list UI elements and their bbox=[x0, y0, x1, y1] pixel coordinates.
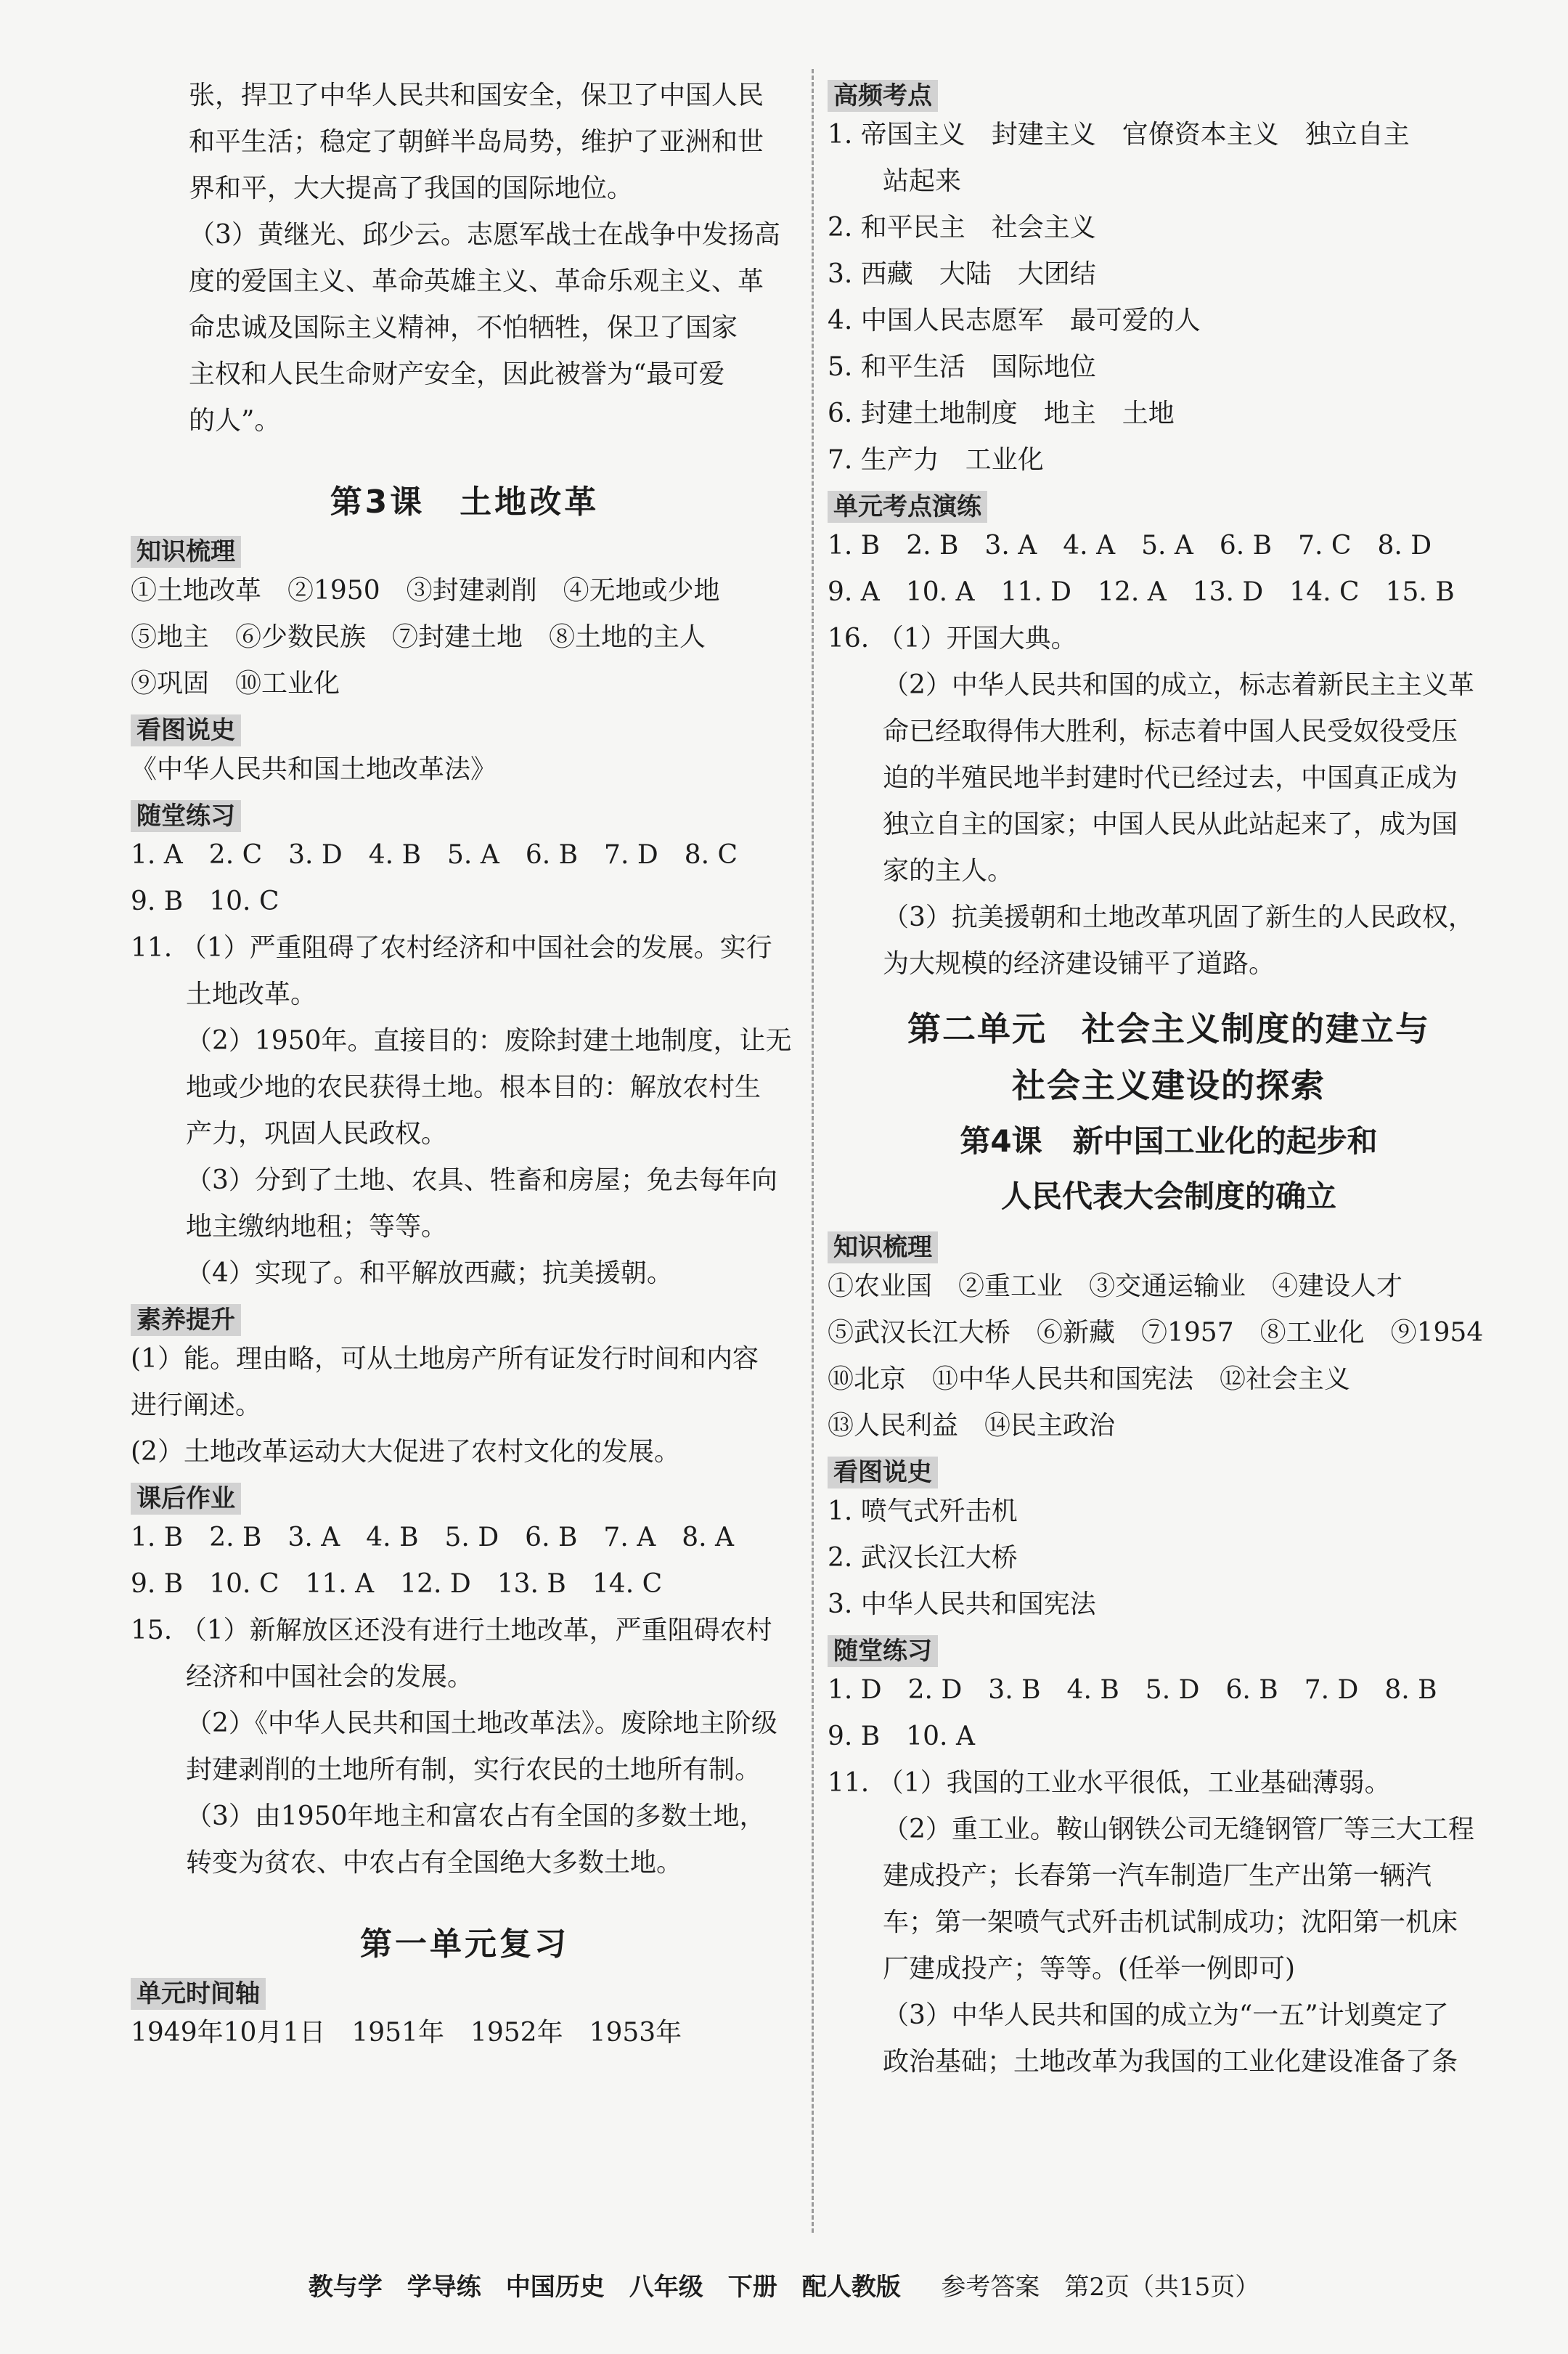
footer-page-number: 参考答案 第2页（共15页） bbox=[941, 2273, 1260, 2302]
text-line: 车；第一架喷气式歼击机试制成功；沈阳第一机床 bbox=[883, 1907, 1458, 1937]
text-line: 3. 中华人民共和国宪法 bbox=[828, 1589, 1096, 1619]
section-tag-suyang: 素养提升 bbox=[131, 1304, 241, 1336]
text-line: ⑬人民利益 ⑭民主政治 bbox=[828, 1411, 1116, 1441]
text-line: ⑩北京 ⑪中华人民共和国宪法 ⑫社会主义 bbox=[828, 1364, 1351, 1394]
text-line: 经济和中国社会的发展。 bbox=[186, 1662, 474, 1692]
text-line: 度的爱国主义、革命英雄主义、革命乐观主义、革 bbox=[189, 266, 764, 296]
section-tag-suitang: 随堂练习 bbox=[828, 1635, 938, 1667]
text-line: （2）1950年。直接目的：废除封建土地制度，让无 bbox=[186, 1026, 792, 1056]
section-tag-kantu: 看图说史 bbox=[828, 1457, 938, 1488]
right-column bbox=[828, 73, 1510, 2085]
answer-row: 1. A 2. C 3. D 4. B 5. A 6. B 7. D 8. C bbox=[131, 840, 738, 870]
answer-row: 9. B 10. C bbox=[131, 887, 279, 916]
text-line: 15. （1）新解放区还没有进行土地改革，严重阻碍农村 bbox=[131, 1616, 772, 1645]
text-line: 3. 西藏 大陆 大团结 bbox=[828, 259, 1096, 289]
lesson-3-title: 第3课 土地改革 bbox=[330, 484, 600, 521]
text-line: 主权和人民生命财产安全，因此被誉为“最可爱 bbox=[189, 359, 725, 389]
text-line: （3）抗美援朝和土地改革巩固了新生的人民政权， bbox=[883, 903, 1474, 932]
text-line: 迫的半殖民地半封建时代已经过去，中国真正成为 bbox=[883, 763, 1458, 793]
timeline-line: 1949年10月1日 1951年 1952年 1953年 bbox=[131, 2018, 682, 2048]
text-line: （4）实现了。和平解放西藏；抗美援朝。 bbox=[186, 1258, 673, 1288]
text-line: （2）中华人民共和国的成立，标志着新民主主义革 bbox=[883, 670, 1474, 700]
text-line: （3）黄继光、邱少云。志愿军战士在战争中发扬高 bbox=[189, 220, 780, 250]
answer-row: 1. D 2. D 3. B 4. B 5. D 6. B 7. D 8. B bbox=[828, 1675, 1437, 1705]
text-line: 16. （1）开国大典。 bbox=[828, 624, 1077, 653]
text-line: 4. 中国人民志愿军 最可爱的人 bbox=[828, 306, 1201, 335]
text-line: ①土地改革 ②1950 ③封建剥削 ④无地或少地 bbox=[131, 576, 720, 606]
section-tag-kehou: 课后作业 bbox=[131, 1483, 241, 1515]
text-line: 1. 喷气式歼击机 bbox=[828, 1496, 1018, 1526]
section-tag-shijian: 单元时间轴 bbox=[131, 1978, 266, 2010]
text-line: （2）《中华人民共和国土地改革法》。废除地主阶级 bbox=[186, 1709, 777, 1738]
section-tag-zhishi: 知识梳理 bbox=[131, 536, 241, 568]
text-line: 封建剥削的土地所有制，实行农民的土地所有制。 bbox=[186, 1755, 761, 1785]
section-tag-zhishi: 知识梳理 bbox=[828, 1231, 938, 1263]
text-line: 6. 封建土地制度 地主 土地 bbox=[828, 399, 1175, 428]
text-line: 7. 生产力 工业化 bbox=[828, 445, 1044, 475]
left-column bbox=[131, 73, 799, 2056]
answer-row: 9. B 10. C 11. A 12. D 13. B 14. C bbox=[131, 1569, 663, 1599]
text-line: 1. 帝国主义 封建主义 官僚资本主义 独立自主 bbox=[828, 120, 1410, 150]
text-line: 《中华人民共和国土地改革法》 bbox=[131, 754, 497, 784]
text-line: 命忠诚及国际主义精神，不怕牺牲，保卫了国家 bbox=[189, 313, 738, 343]
text-line: 和平生活；稳定了朝鲜半岛局势，维护了亚洲和世 bbox=[189, 127, 764, 157]
text-line: 站起来 bbox=[883, 166, 962, 196]
text-line: 的人”。 bbox=[189, 406, 281, 436]
section-tag-kantu: 看图说史 bbox=[131, 714, 241, 746]
text-line: (2）土地改革运动大大促进了农村文化的发展。 bbox=[131, 1437, 680, 1467]
text-line: （2）重工业。鞍山钢铁公司无缝钢管厂等三大工程 bbox=[883, 1815, 1474, 1844]
answer-row: 1. B 2. B 3. A 4. B 5. D 6. B 7. A 8. A bbox=[131, 1523, 735, 1552]
text-line: 命已经取得伟大胜利，标志着中国人民受奴役受压 bbox=[883, 717, 1458, 746]
text-line: 进行阐述。 bbox=[131, 1390, 262, 1420]
section-tag-suitang: 随堂练习 bbox=[131, 800, 241, 832]
text-line: 2. 武汉长江大桥 bbox=[828, 1543, 1018, 1573]
unit-2-title: 第二单元 社会主义制度的建立与 bbox=[907, 1009, 1430, 1048]
text-line: （3）由1950年地主和富农占有全国的多数土地， bbox=[186, 1801, 766, 1831]
text-line: 建成投产；长春第一汽车制造厂生产出第一辆汽 bbox=[883, 1861, 1432, 1891]
lesson-4-title: 第4课 新中国工业化的起步和 bbox=[960, 1123, 1378, 1159]
answer-row: 9. A 10. A 11. D 12. A 13. D 14. C 15. B bbox=[828, 577, 1455, 607]
text-line: 地主缴纳地租；等等。 bbox=[186, 1212, 448, 1242]
footer-series: 教与学 学导练 中国历史 八年级 下册 配人教版 bbox=[308, 2273, 901, 2302]
text-line: 独立自主的国家；中国人民从此站起来了，成为国 bbox=[883, 810, 1458, 839]
answer-row: 9. B 10. A bbox=[828, 1722, 975, 1751]
column-divider bbox=[812, 69, 814, 2233]
text-line: 5. 和平生活 国际地位 bbox=[828, 352, 1096, 382]
text-line: 11. （1）严重阻碍了农村经济和中国社会的发展。实行 bbox=[131, 933, 772, 963]
text-line: 张，捍卫了中华人民共和国安全，保卫了中国人民 bbox=[189, 81, 764, 110]
section-tag-yanlian: 单元考点演练 bbox=[828, 491, 987, 523]
text-line: 地或少地的农民获得土地。根本目的：解放农村生 bbox=[186, 1072, 761, 1102]
text-line: ①农业国 ②重工业 ③交通运输业 ④建设人才 bbox=[828, 1271, 1403, 1301]
unit-2-title: 社会主义建设的探索 bbox=[1012, 1066, 1326, 1105]
text-line: ⑤地主 ⑥少数民族 ⑦封建土地 ⑧土地的主人 bbox=[131, 622, 706, 652]
text-line: 产力，巩固人民政权。 bbox=[186, 1119, 448, 1149]
text-line: 界和平，大大提高了我国的国际地位。 bbox=[189, 174, 634, 203]
page-footer bbox=[0, 2269, 1568, 2305]
text-line: 厂建成投产；等等。(任举一例即可) bbox=[883, 1954, 1296, 1984]
text-line: 家的主人。 bbox=[883, 856, 1014, 886]
text-line: （3）分到了土地、农具、牲畜和房屋；免去每年向 bbox=[186, 1165, 777, 1195]
text-line: 转变为贫农、中农占有全国绝大多数土地。 bbox=[186, 1848, 683, 1878]
text-line: ⑤武汉长江大桥 ⑥新藏 ⑦1957 ⑧工业化 ⑨1954 bbox=[828, 1318, 1484, 1348]
text-line: 2. 和平民主 社会主义 bbox=[828, 213, 1096, 243]
text-line: 为大规模的经济建设铺平了道路。 bbox=[883, 949, 1275, 979]
section-tag-gaopin: 高频考点 bbox=[828, 80, 938, 112]
unit-review-title: 第一单元复习 bbox=[360, 1926, 569, 1963]
text-line: (1）能。理由略，可从土地房产所有证发行时间和内容 bbox=[131, 1344, 759, 1374]
text-line: ⑨巩固 ⑩工业化 bbox=[131, 669, 340, 699]
text-line: （3）中华人民共和国的成立为“一五”计划奠定了 bbox=[883, 2000, 1449, 2030]
lesson-4-title: 人民代表大会制度的确立 bbox=[1000, 1178, 1336, 1214]
text-line: 政治基础；土地改革为我国的工业化建设准备了条 bbox=[883, 2047, 1458, 2077]
text-line: 土地改革。 bbox=[186, 980, 317, 1009]
text-line: 11. （1）我国的工业水平很低，工业基础薄弱。 bbox=[828, 1768, 1391, 1798]
answer-row: 1. B 2. B 3. A 4. A 5. A 6. B 7. C 8. D bbox=[828, 531, 1432, 561]
